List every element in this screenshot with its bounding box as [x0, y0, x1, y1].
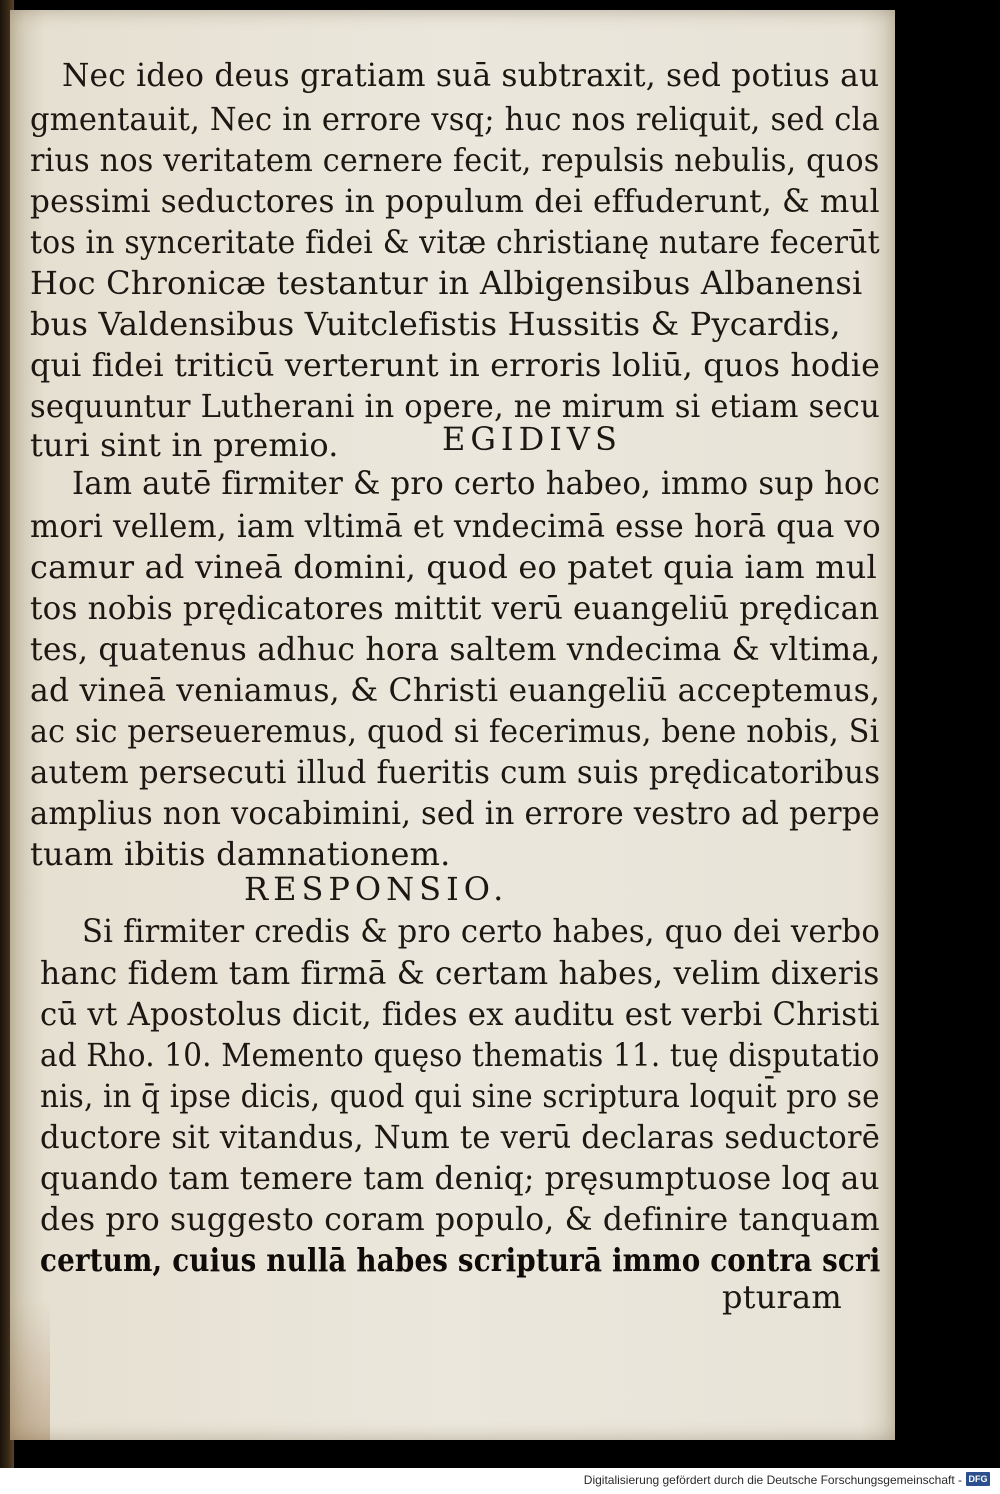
text-line: rius nos veritatem cernere fecit, repulsis nebulis, quos	[30, 141, 880, 179]
text-line: gmentauit, Nec in errore vsq; huc nos reliquit, sed cla	[30, 100, 880, 138]
dfg-credit: Digitalisierung gefördert durch die Deutsche Forschungsgemeinschaft -	[583, 1473, 962, 1487]
text-line: des pro suggesto coram populo, & definire tanquam	[40, 1200, 880, 1238]
text-line: bus Valdensibus Vuitclefistis Hussitis & Pycardis,	[30, 305, 841, 343]
text-line: ad Rho. 10. Memento quęso thematis 11. tuę disputatio	[40, 1036, 880, 1074]
section-heading-responsio: RESPONSIO.	[244, 870, 509, 908]
text-line: autem persecuti illud fueritis cum suis prędicatoribus	[30, 753, 881, 791]
text-line: tos nobis prędicatores mittit verū euangeliū prędican	[30, 589, 880, 627]
text-line: camur ad vineā domini, quod eo patet quia iam mul	[30, 548, 877, 586]
text-line: tos in synceritate fidei & vitæ christianę nutare fecerūt	[30, 223, 880, 261]
text-line: amplius non vocabimini, sed in errore vestro ad perpe	[30, 794, 880, 832]
text-line: Nec ideo deus gratiam suā subtraxit, sed potius au	[62, 56, 880, 94]
text-line: tuam ibitis damnationem.	[30, 835, 451, 873]
text-line: Si firmiter credis & pro certo habes, quo dei verbo	[82, 912, 880, 950]
text-line: tes, quatenus adhuc hora saltem vndecima & vltima,	[30, 630, 881, 668]
speaker-heading-egidius: EGIDIVS	[442, 420, 622, 458]
dfg-logo-icon: DFG	[966, 1472, 990, 1486]
text-line: mori vellem, iam vltimā et vndecimā esse horā qua vo	[30, 507, 881, 545]
text-line: ad vineā veniamus, & Christi euangeliū acceptemus,	[30, 671, 881, 709]
text-line: turi sint in premio.	[30, 426, 339, 464]
text-line: ductore sit vitandus, Num te verū declaras seductorē	[40, 1118, 881, 1156]
text-line: hanc fidem tam firmā & certam habes, velim dixeris	[40, 954, 880, 992]
text-line: Hoc Chronicæ testantur in Albigensibus Albanensi	[30, 264, 863, 302]
text-line: sequuntur Lutherani in opere, ne mirum si etiam secu	[30, 387, 880, 425]
text-line: ac sic perseueremus, quod si fecerimus, bene nobis, Si	[30, 712, 880, 750]
text-line: cū vt Apostolus dicit, fides ex auditu est verbi Christi	[40, 995, 880, 1033]
text-line: pessimi seductores in populum dei effuderunt, & mul	[30, 182, 880, 220]
text-line: quando tam temere tam deniq; pręsumptuose loq au	[40, 1159, 880, 1197]
text-line: certum, cuius nullā habes scripturā immo contra scri	[40, 1241, 881, 1279]
text-line: nis, in q̄ ipse dicis, quod qui sine scriptura loquit̄ pro se	[40, 1077, 880, 1115]
text-line: Iam autē firmiter & pro certo habeo, immo sup hoc	[72, 464, 881, 502]
catchword: pturam	[722, 1278, 842, 1316]
text-line: qui fidei triticū verterunt in erroris loliū, quos hodie	[30, 346, 881, 384]
